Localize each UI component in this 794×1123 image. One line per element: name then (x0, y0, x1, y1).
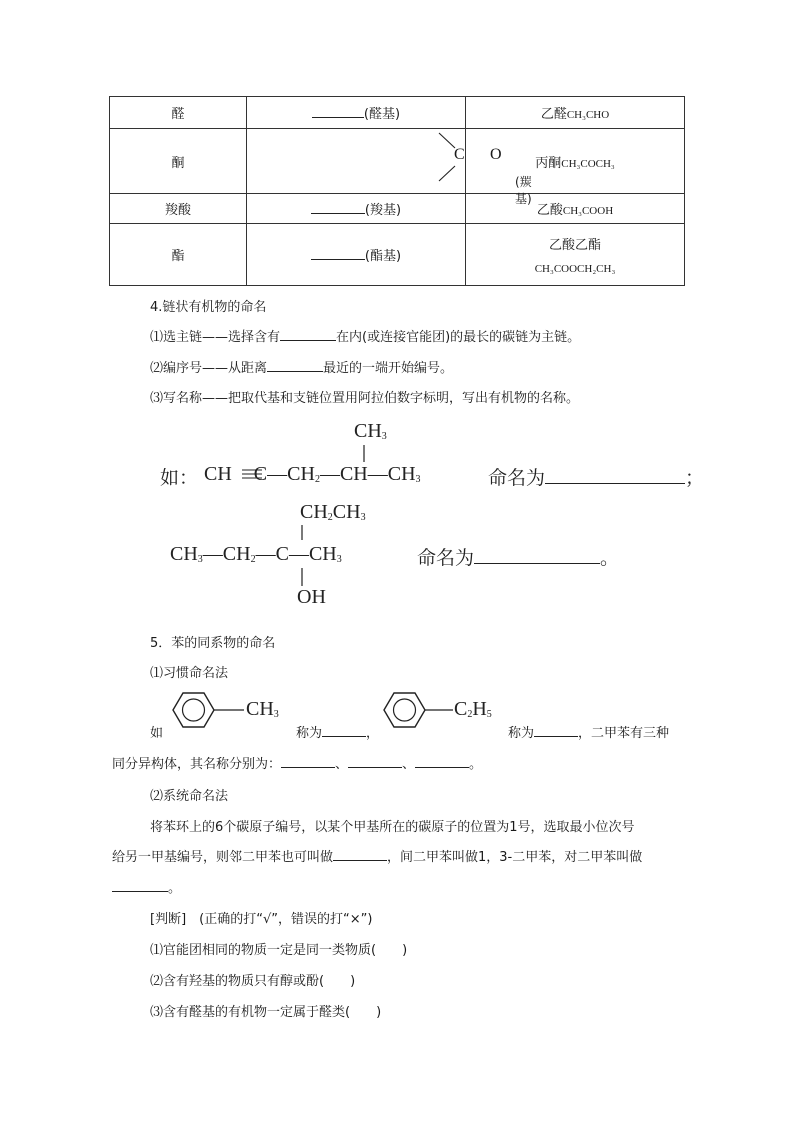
class-name-cell: 酯 (110, 224, 247, 286)
example-name: 丙酮 (535, 155, 562, 171)
judge-item: ⑴官能团相同的物质一定是同一类物质( ) (150, 943, 408, 958)
judge-item: ⑵含有羟基的物质只有醇或酚( ) (150, 974, 356, 989)
answer-blank (311, 200, 365, 214)
systematic-para-2: 给另一甲基编号，则邻二甲苯也可叫做 ，间二甲苯叫做1，3-二甲苯，对二甲苯叫做 (112, 846, 642, 865)
example-cell (466, 224, 685, 286)
answer-blank (281, 754, 335, 768)
example-name: 乙酸乙酯 (548, 238, 601, 253)
ethylbenzene-called: 称为 ，二甲苯有三种 (508, 722, 669, 741)
ethyl-branch: $CH_2CH_3$ (300, 501, 366, 523)
name-label-2: 命名为 。 (417, 543, 619, 570)
example-formula: CH₃COCH₃ (561, 157, 615, 170)
step2-pre: ⑵编序号——从距离 (150, 361, 268, 376)
xylene-isomers-line: 同分异构体，其名称分别为： 、 、 。 (112, 753, 482, 772)
toluene-called: 称为 ， (296, 722, 379, 741)
answer-blank (322, 723, 366, 737)
example-cell (466, 194, 685, 224)
table-row (110, 129, 685, 194)
oxygen-atom: O (490, 146, 502, 163)
step2-post: 最近的一端开始编号。 (323, 361, 454, 376)
group-suffix: (羧基) (364, 203, 402, 218)
custom-naming-heading: ⑴习惯命名法 (150, 666, 229, 681)
butanol-chain: $CH_3—CH_2—C—CH_3$ (170, 543, 342, 565)
systematic-para-3: 。 (112, 877, 181, 896)
judge-item: ⑶含有醛基的有机物一定属于醛类( ) (150, 1005, 382, 1020)
name-label-1: 命名为 ； (488, 463, 704, 490)
group-cell (247, 194, 466, 224)
group-suffix: (醛基) (363, 107, 401, 122)
pentyne-chain: CH $C—CH_2—CH—CH_3$ (204, 463, 421, 485)
class-name-cell: 羧酸 (110, 194, 247, 224)
answer-blank (112, 878, 168, 892)
answer-blank (545, 463, 685, 484)
methyl-branch: $CH_3$ (354, 420, 387, 442)
benzene-rings (0, 684, 794, 744)
answer-blank (348, 754, 402, 768)
example-formula: CH₃COOCH₂CH₃ (534, 263, 616, 275)
step1-line (150, 326, 580, 345)
class-name-cell: 酮 (110, 129, 247, 194)
judge-title: [判断] (正确的打“√”，错误的打“×”) (150, 912, 373, 927)
example-name: 乙醛 (540, 107, 567, 122)
ru-word: 如 (150, 726, 164, 741)
structure-bonds (0, 400, 794, 660)
example-formula: CH₃CHO (566, 109, 610, 121)
group-cell (247, 224, 466, 286)
answer-blank (312, 104, 364, 118)
table-row (110, 97, 685, 129)
group-cell (247, 97, 466, 129)
answer-blank (474, 543, 600, 564)
example-formula: CH₃COOH (562, 205, 614, 217)
methyl-substituent: $CH_3$ (246, 698, 279, 720)
example-cell (466, 97, 685, 129)
group-cell (247, 129, 532, 206)
group-suffix: (酯基) (364, 249, 402, 264)
step1-post: 在内(或连接官能团)的最长的碳链为主链。 (336, 330, 581, 345)
systematic-naming-heading: ⑵系统命名法 (150, 789, 229, 804)
functional-group-table (109, 96, 685, 286)
answer-blank (415, 754, 469, 768)
table-row (110, 224, 685, 286)
example-name: 乙酸 (536, 203, 563, 218)
answer-blank (311, 246, 365, 260)
group-suffix: (羰基) (515, 175, 532, 206)
step3-line: ⑶写名称——把取代基和支链位置用阿拉伯数字标明，写出有机物的名称。 (150, 391, 580, 406)
answer-blank (333, 847, 387, 861)
systematic-para-1: 将苯环上的6个碳原子编号，以某个甲基所在的碳原子的位置为1号，选取最小位次号 (150, 820, 635, 835)
answer-blank (267, 358, 323, 372)
step2-line (150, 357, 453, 376)
hydroxyl-group: OH (297, 586, 326, 608)
step1-pre: ⑴选主链——选择含有 (150, 330, 281, 345)
ethyl-substituent: $C_2H_5$ (454, 698, 492, 720)
carbonyl-structure (247, 129, 465, 193)
section5-heading: 5．苯的同系物的命名 (150, 636, 276, 651)
table-row (110, 194, 685, 224)
answer-blank (534, 723, 578, 737)
example-intro: 如： (160, 467, 199, 489)
answer-blank (280, 327, 336, 341)
section4-heading: 4.链状有机物的命名 (150, 300, 267, 315)
class-name-cell: 醛 (110, 97, 247, 129)
carbon-atom: C (454, 146, 465, 163)
